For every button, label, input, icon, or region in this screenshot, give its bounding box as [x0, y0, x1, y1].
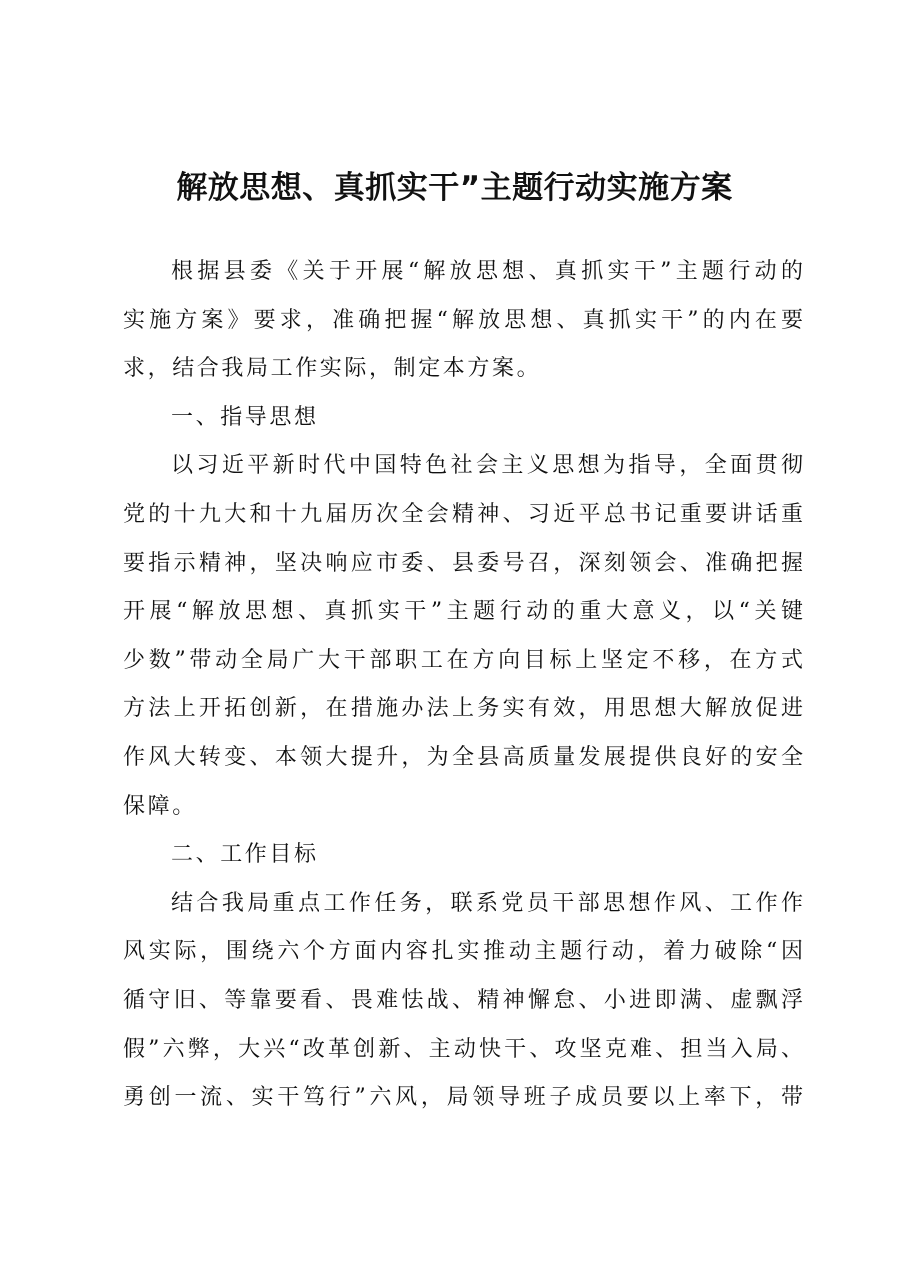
- paragraph-line: 根据县委《关于开展“解放思想、真抓实干”主题行动的: [171, 259, 803, 284]
- section-heading: 一、指导思想: [171, 404, 319, 430]
- paragraph-line: 求，结合我局工作实际，制定本方案。: [123, 356, 542, 382]
- section-heading: 二、工作目标: [171, 842, 319, 868]
- paragraph-line: 风实际，围绕六个方面内容扎实推动主题行动，着力破除“因: [123, 939, 803, 965]
- paragraph-line: 要指示精神，坚决响应市委、县委号召，深刻领会、准确把握: [123, 550, 803, 576]
- paragraph-line: 作风大转变、本领大提升，为全县高质量发展提供良好的安全: [123, 744, 803, 770]
- paragraph-line: 开展“解放思想、真抓实干”主题行动的重大意义，以“关键: [123, 599, 803, 625]
- paragraph-line: 结合我局重点工作任务，联系党员干部思想作风、工作作: [171, 890, 803, 916]
- paragraph-line: 实施方案》要求，准确把握“解放思想、真抓实干”的内在要: [123, 307, 803, 333]
- paragraph-line: 少数”带动全局广大干部职工在方向目标上坚定不移，在方式: [123, 647, 803, 673]
- paragraph-line: 党的十九大和十九届历次全会精神、习近平总书记重要讲话重: [123, 501, 803, 527]
- paragraph-line: 保障。: [123, 793, 197, 819]
- paragraph-line: 以习近平新时代中国特色社会主义思想为指导，全面贯彻: [171, 453, 803, 479]
- paragraph-line: 方法上开拓创新，在措施办法上务实有效，用思想大解放促进: [123, 696, 803, 722]
- document-body: [123, 248, 803, 1123]
- paragraph-line: 循守旧、等靠要看、畏难怯战、精神懈怠、小进即满、虚飘浮: [123, 987, 803, 1013]
- paragraph-line: 假”六弊，大兴“改革创新、主动快干、攻坚克难、担当入局、: [123, 1036, 803, 1062]
- paragraph-line: 勇创一流、实干笃行”六风，局领导班子成员要以上率下，带: [123, 1085, 803, 1111]
- document-title: 解放思想、真抓实干”主题行动实施方案: [176, 170, 733, 206]
